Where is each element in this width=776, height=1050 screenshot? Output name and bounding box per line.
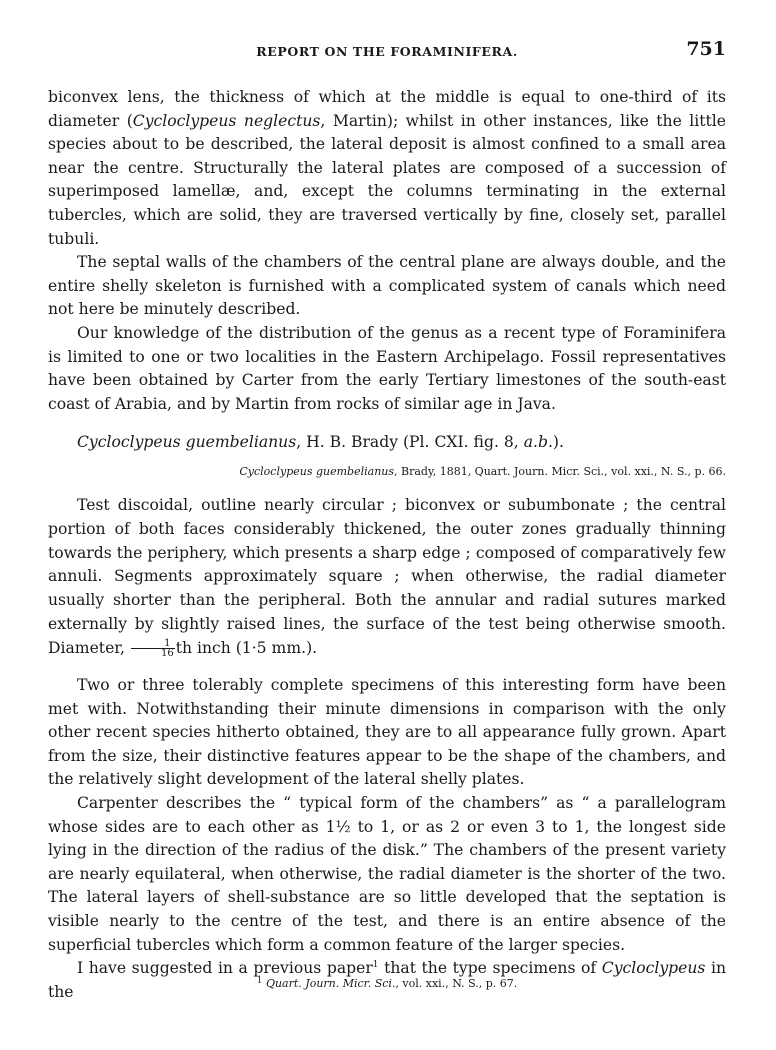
page-number: 751 [686, 38, 726, 60]
paragraph: The septal walls of the chambers of the central plane are always double, and the entire shelly skeleton is furnished with a complicated system of canals which need not here be minutely described. [48, 253, 726, 319]
paragraph [48, 792, 726, 957]
discussion-section [48, 674, 726, 1004]
running-title: REPORT ON THE FORAMINIFERA. [256, 44, 518, 59]
text-run: biconvex lens, the thickness of which at the middle is equal to one-third of its diameter ( [48, 88, 726, 130]
fraction [131, 639, 175, 658]
synonym-name: Cycloclypeus guembelianus [239, 465, 395, 478]
paragraph: Our knowledge of the distribution of the genus as a recent type of Foraminifera is limited to one or two localities in the Eastern Archipelago. Fossil representatives have been obtained by Carter from the early Tertiary limestones of the south-east coast of Arabia, and by Martin from rocks of similar age in Java. [48, 323, 726, 413]
text-run: , Martin); whilst in other instances, like the little species about to be described, the lateral deposit is almost confined to a small area near the centre. Structurally the lateral plates are composed of a succession of superimposed lamellæ, and, except the columns terminating in the external tubercles, which are solid, they are traversed vertically by fine, closely set, parallel tubuli. [48, 111, 727, 248]
text-run: to 1, or as 2 or even 3 to 1, the longest side lying in the direction of the radius of the disk.” The chambers of the present variety are nearly equilateral, when otherwise, the radial diameter is the shorter of the two. The lateral layers of shell-substance are so little developed that the septation is visible nearly to the centre of the test, and there is an entire absence of the superficial tubercles which form a common feature of the larger species. [48, 817, 726, 954]
paragraph: Two or three tolerably complete specimens of this interesting form have been met with. Notwithstanding their minute dimensions in comparison with the only other recent species hitherto obtained, they are to all appearance fully grown. Apart from the size, their distinctive features appear to be the shape of the chambers, and the relatively slight development of the lateral shelly plates. [48, 676, 726, 789]
citation-text: , Brady, 1881, Quart. Journ. Micr. Sci., vol. xxi., N. S., p. 66. [394, 465, 726, 478]
text-run: I have suggested in a previous paper [77, 959, 373, 978]
heading-close: ). [552, 433, 564, 451]
fraction-denominator: 16 [160, 648, 174, 660]
species-heading [77, 433, 726, 451]
figure-reference: a.b. [523, 433, 553, 451]
paragraph [48, 86, 726, 251]
species-authority: , H. B. Brady (Pl. CXI. fig. 8, [296, 433, 524, 451]
species-name: Cycloclypeus neglectus [132, 111, 321, 130]
footnote-marker: 1 [256, 975, 263, 986]
footnote [48, 977, 726, 990]
footnote-reference[interactable]: 1 [372, 959, 379, 970]
text-run: th inch (1·5 mm.). [175, 638, 318, 657]
paragraph [48, 494, 726, 661]
text-run: Test discoidal, outline nearly circular ; biconvex or subumbonate ; the central portion of both faces considerably thickened, the outer zones gradually thinning towards the periphery, which presents a sharp edge ; composed of comparatively few annuli. Segments approximately square ; when otherwise, the radial diameter usually shorter than the peripheral. Both the annular and radial sutures marked externally by slightly raised lines, the surface of the test being otherwise smooth. Diameter, [48, 496, 726, 657]
footnote-text: , vol. xxi., N. S., p. 67. [395, 977, 518, 990]
species-name: Cycloclypeus guembelianus [77, 433, 297, 451]
species-description [48, 494, 726, 661]
text-run: that the type specimens of [378, 959, 602, 978]
journal-name: Quart. Journ. Micr. Sci. [265, 977, 396, 990]
mixed-fraction: 1½ [325, 817, 351, 836]
fraction-numerator: 1 [131, 639, 175, 649]
synonymy-citation [48, 465, 726, 478]
intro-section [48, 86, 726, 416]
text-run: in the [48, 959, 726, 1001]
genus-name: Cycloclypeus [601, 959, 706, 978]
text-run: Carpenter describes the “ typical form of the chambers” as “ a parallelogram whose sides are to each other as [48, 793, 726, 836]
page-header [48, 38, 726, 66]
